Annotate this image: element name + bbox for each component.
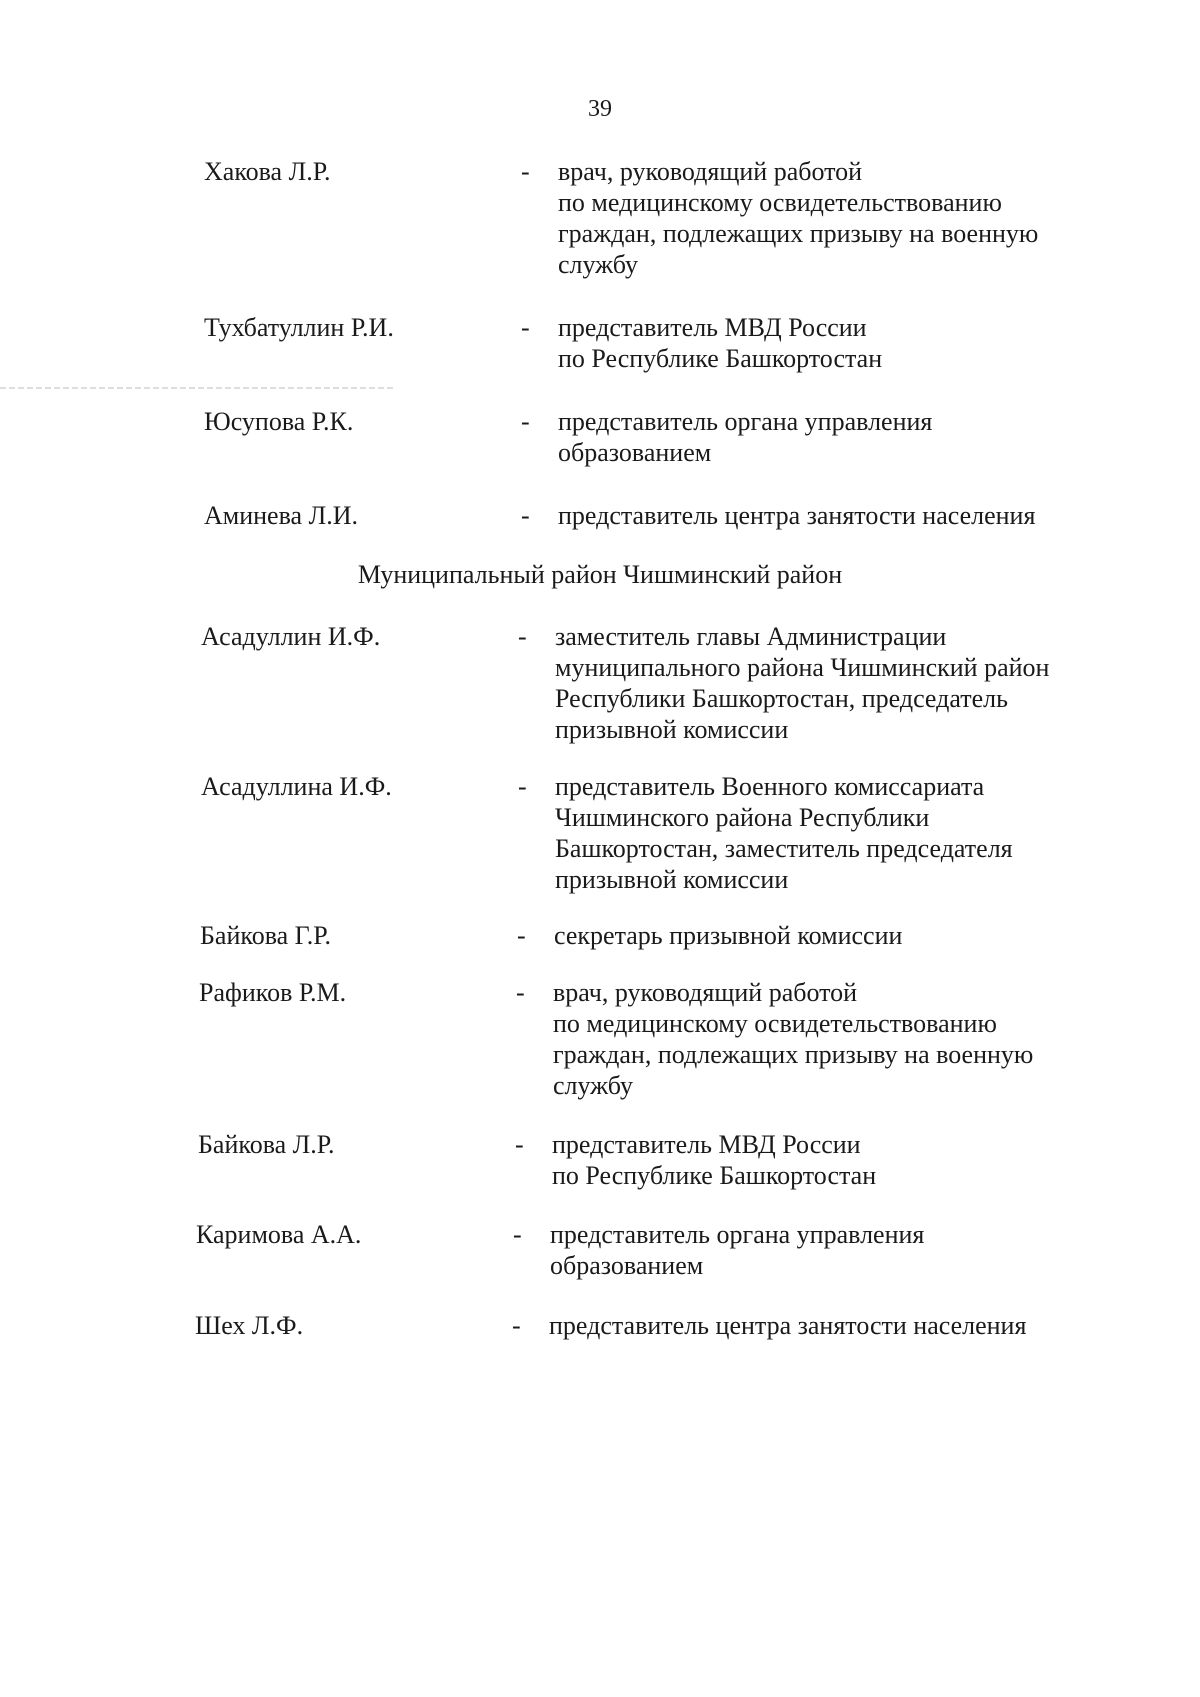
member-name: Асадуллина И.Ф. bbox=[201, 772, 392, 801]
role-line: представитель органа управления bbox=[550, 1220, 925, 1249]
member-name: Каримова А.А. bbox=[196, 1220, 362, 1249]
member-role bbox=[558, 312, 1118, 374]
commission-member-entry bbox=[198, 1129, 1112, 1191]
role-line: образованием bbox=[550, 1251, 704, 1280]
role-line: представитель Военного комиссариата bbox=[555, 772, 985, 801]
role-line: службу bbox=[558, 250, 639, 279]
role-line: призывной комиссии bbox=[555, 865, 789, 894]
member-name: Байкова Л.Р. bbox=[198, 1130, 335, 1159]
section-heading: Муниципальный район Чишминский район bbox=[357, 560, 843, 589]
member-role bbox=[558, 156, 1118, 280]
dash-separator: - bbox=[521, 407, 530, 436]
role-line: по Республике Башкортостан bbox=[552, 1161, 877, 1190]
member-name: Юсупова Р.К. bbox=[204, 407, 354, 436]
page-number: 39 bbox=[588, 96, 612, 122]
member-role bbox=[550, 1219, 1110, 1281]
commission-member-entry bbox=[199, 977, 1113, 1101]
commission-member-entry bbox=[204, 500, 1118, 531]
role-line: представитель центра занятости населения bbox=[558, 501, 1036, 530]
commission-member-entry bbox=[201, 621, 1115, 745]
member-role bbox=[558, 406, 1118, 468]
commission-member-entry bbox=[200, 920, 1114, 951]
member-role bbox=[555, 771, 1115, 895]
dash-separator: - bbox=[516, 978, 525, 1007]
commission-member-entry bbox=[195, 1310, 1109, 1341]
member-role bbox=[553, 977, 1113, 1101]
member-role bbox=[549, 1310, 1109, 1341]
member-name: Асадуллин И.Ф. bbox=[201, 622, 381, 651]
role-line: Башкортостан, заместитель председателя bbox=[555, 834, 1013, 863]
member-role bbox=[552, 1129, 1112, 1191]
role-line: Чишминского района Республики bbox=[555, 803, 930, 832]
role-line: граждан, подлежащих призыву на военную bbox=[558, 219, 1039, 248]
dash-separator: - bbox=[521, 157, 530, 186]
role-line: представитель органа управления bbox=[558, 407, 933, 436]
role-line: граждан, подлежащих призыву на военную bbox=[553, 1040, 1034, 1069]
commission-member-entry bbox=[196, 1219, 1110, 1281]
role-line: представитель МВД России bbox=[558, 313, 867, 342]
member-name: Хакова Л.Р. bbox=[204, 157, 331, 186]
member-name: Аминева Л.И. bbox=[204, 501, 358, 530]
role-line: Республики Башкортостан, председатель bbox=[555, 684, 1008, 713]
role-line: врач, руководящий работой bbox=[553, 978, 858, 1007]
role-line: по медицинскому освидетельствованию bbox=[553, 1009, 997, 1038]
member-name: Шех Л.Ф. bbox=[195, 1311, 304, 1340]
role-line: муниципального района Чишминский район bbox=[555, 653, 1050, 682]
role-line: представитель МВД России bbox=[552, 1130, 861, 1159]
commission-member-entry bbox=[204, 156, 1118, 280]
role-line: службу bbox=[553, 1071, 634, 1100]
commission-member-entry bbox=[204, 406, 1118, 468]
dash-separator: - bbox=[518, 622, 527, 651]
role-line: образованием bbox=[558, 438, 712, 467]
dash-separator: - bbox=[518, 772, 527, 801]
scan-artifact-line bbox=[0, 387, 395, 389]
commission-member-entry bbox=[201, 771, 1115, 895]
dash-separator: - bbox=[513, 1220, 522, 1249]
dash-separator: - bbox=[521, 313, 530, 342]
role-line: по Республике Башкортостан bbox=[558, 344, 883, 373]
dash-separator: - bbox=[515, 1130, 524, 1159]
role-line: по медицинскому освидетельствованию bbox=[558, 188, 1002, 217]
commission-member-entry bbox=[204, 312, 1118, 374]
member-name: Тухбатуллин Р.И. bbox=[204, 313, 394, 342]
role-line: заместитель главы Администрации bbox=[555, 622, 947, 651]
role-line: представитель центра занятости населения bbox=[549, 1311, 1027, 1340]
member-role bbox=[554, 920, 1114, 951]
role-line: призывной комиссии bbox=[555, 715, 789, 744]
member-name: Байкова Г.Р. bbox=[200, 921, 331, 950]
member-role bbox=[555, 621, 1115, 745]
role-line: врач, руководящий работой bbox=[558, 157, 863, 186]
member-name: Рафиков Р.М. bbox=[199, 978, 347, 1007]
dash-separator: - bbox=[512, 1311, 521, 1340]
member-role bbox=[558, 500, 1118, 531]
dash-separator: - bbox=[521, 501, 530, 530]
role-line: секретарь призывной комиссии bbox=[554, 921, 903, 950]
dash-separator: - bbox=[517, 921, 526, 950]
